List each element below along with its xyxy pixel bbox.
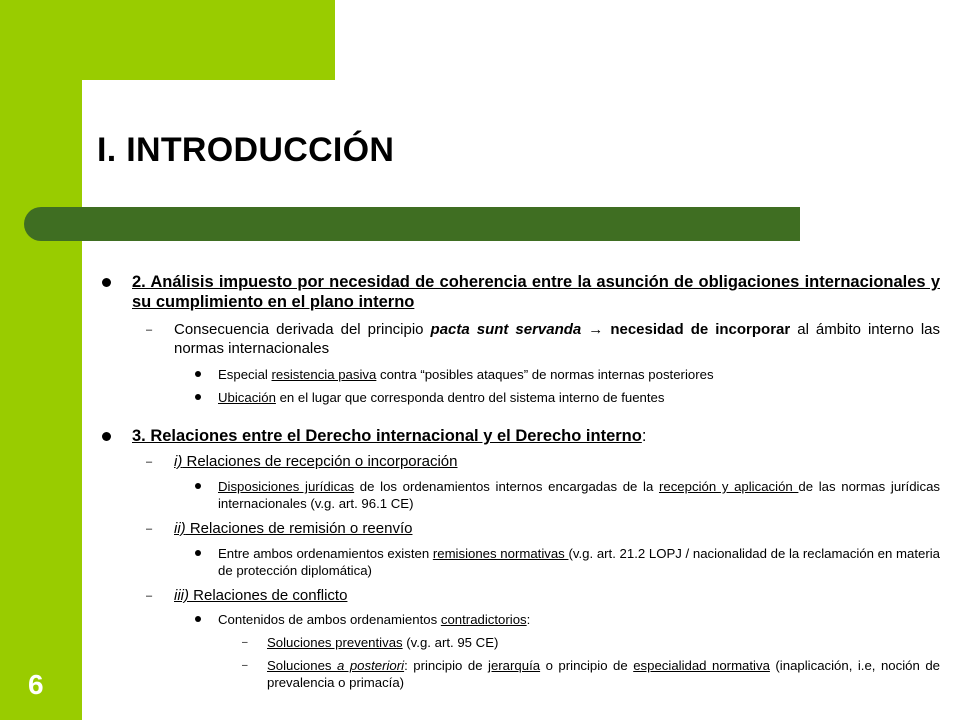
sub-bullet-conflicto: – iii) Relaciones de conflicto [100,586,940,605]
point-contenidos-contradictorios: Contenidos de ambos ordenamientos contradictorios: [100,611,940,628]
section-3-heading: 3. Relaciones entre el Derecho internacional y el Derecho interno [132,427,642,445]
sub-bullet-recepcion: – i) Relaciones de recepción o incorporación [100,452,940,471]
item-soluciones-preventivas: – Soluciones preventivas (v.g. art. 95 CE) [100,634,940,651]
item-soluciones-a-posteriori: – Soluciones a posteriori: principio de jerarquía o principio de especialidad normativa (inaplicación, i.e, noción de prevalencia o primacía) [100,657,940,691]
bullet-section-3: 3. Relaciones entre el Derecho internacional y el Derecho interno: [100,426,940,446]
arrow-right-icon: → [581,321,611,338]
point-ubicacion: Ubicación en el lugar que corresponda dentro del sistema interno de fuentes [100,389,940,406]
title-divider-bar [24,207,800,241]
point-disposiciones-juridicas: Disposiciones jurídicas de los ordenamientos internos encargadas de la recepción y aplicación de las normas jurídicas internacionales (v.g. art. 96.1 CE) [100,478,940,512]
sub-bullet-consecuencia: – Consecuencia derivada del principio pacta sunt servanda → necesidad de incorporar al ámbito interno las normas internacionales [100,320,940,358]
point-remisiones-normativas: Entre ambos ordenamientos existen remisiones normativas (v.g. art. 21.2 LOPJ / nacionalidad de la reclamación en materia de protección diplomática) [100,545,940,579]
slide-title: I. INTRODUCCIÓN [97,131,395,169]
bullet-section-2 [100,272,940,312]
accent-green-sidebar [0,0,82,720]
point-resistencia-pasiva: Especial resistencia pasiva contra “posibles ataques” de normas internas posteriores [100,366,940,383]
sub-bullet-remision: – ii) Relaciones de remisión o reenvío [100,519,940,538]
slide-content [100,272,940,691]
slide-page-number: 6 [28,669,44,700]
accent-green-top-block [0,0,335,80]
section-2-heading: 2. Análisis impuesto por necesidad de coherencia entre la asunción de obligaciones internacionales y su cumplimiento en el plano interno [132,273,940,311]
